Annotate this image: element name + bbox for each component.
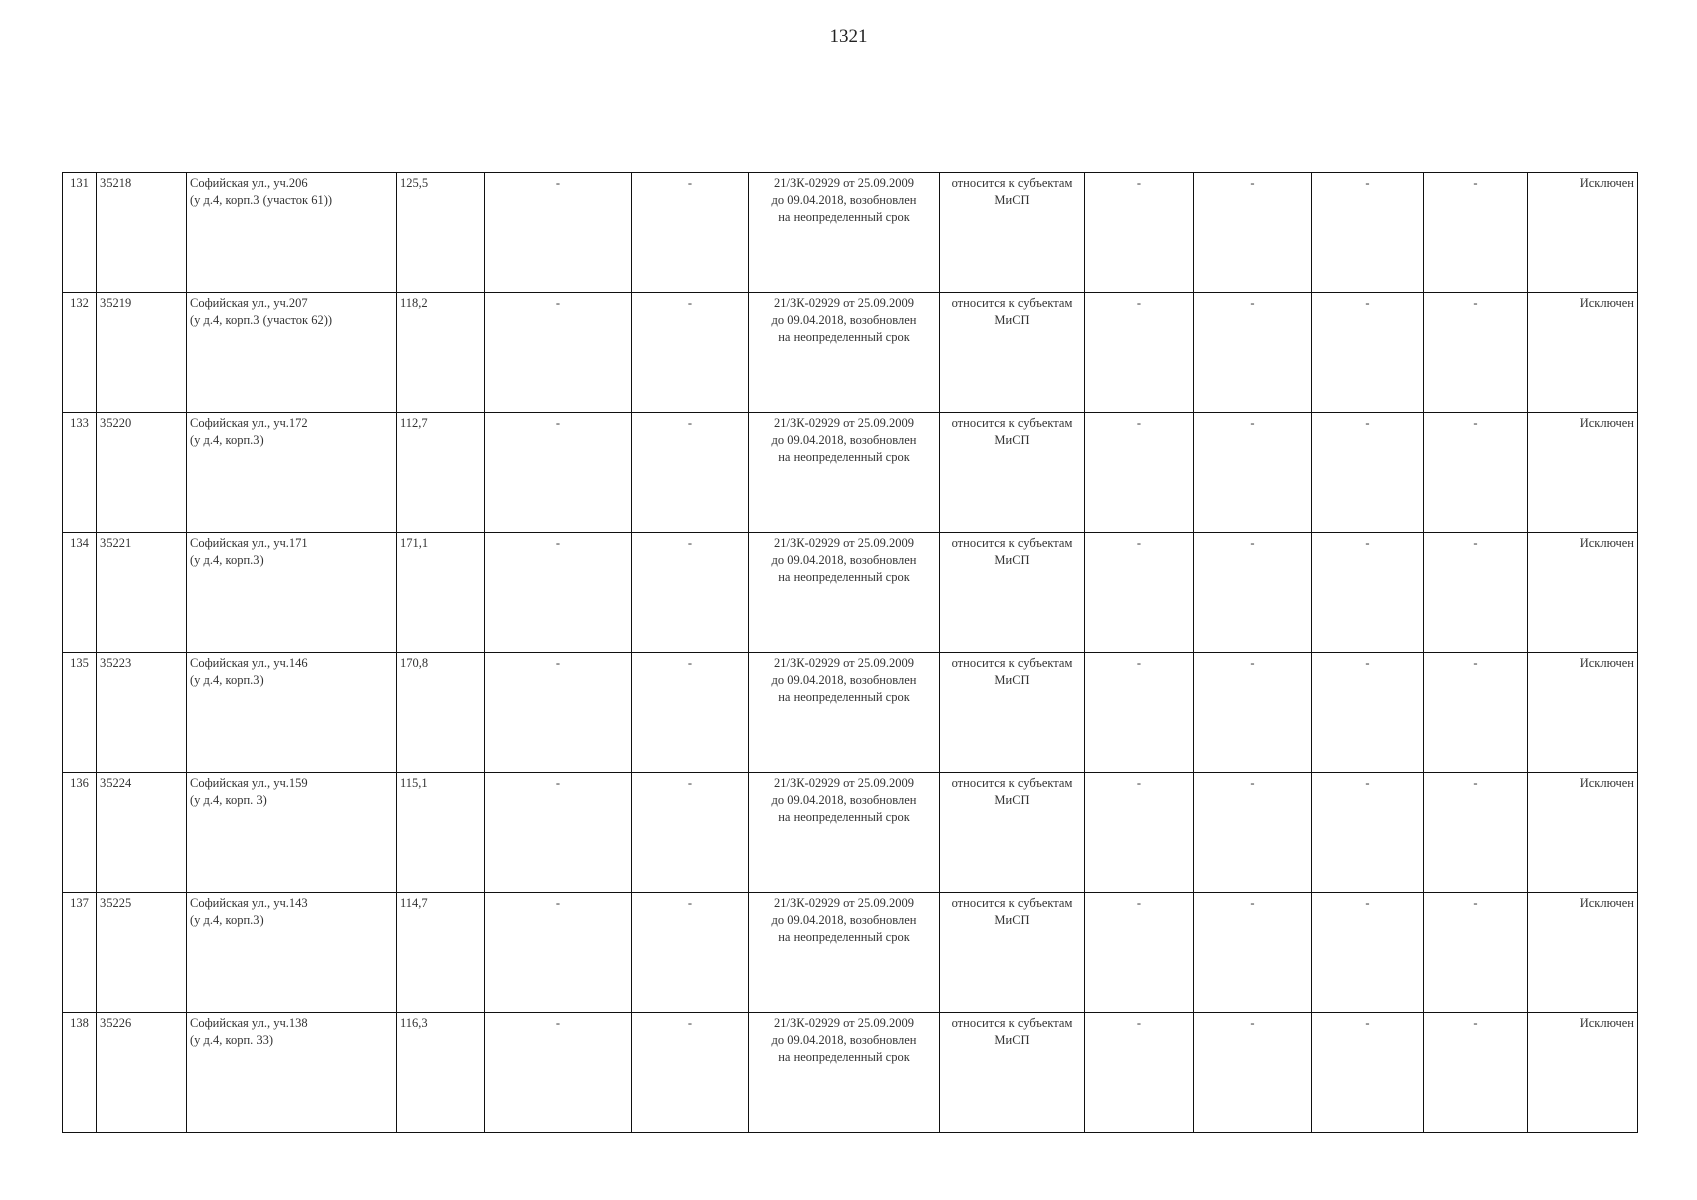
cell-text-c9: - [1136, 896, 1142, 910]
table-row [63, 653, 1638, 773]
cell-text-smsp-line2: МиСП [994, 193, 1030, 207]
cell-text-c10: - [1250, 896, 1255, 910]
cell-text-c9: - [1136, 656, 1142, 670]
cell-text-n: 133 [70, 416, 89, 430]
cell-text-address-line2: (у д.4, корп.3) [190, 913, 264, 927]
cell-text-smsp-line1: относится к субъектам [951, 296, 1073, 310]
cell-text-area: 115,1 [400, 776, 428, 790]
cell-text-contract-line2: до 09.04.2018, возобновлен [771, 553, 917, 567]
cell-text-c12: - [1473, 1016, 1478, 1030]
cell-text-c11: - [1365, 656, 1370, 670]
cell-text-c12: - [1473, 656, 1478, 670]
column-10-cell [1194, 773, 1312, 893]
cell-text-c5: - [555, 656, 561, 670]
cell-text-address-line1: Софийская ул., уч.159 [190, 776, 308, 790]
cell-text-code: 35225 [100, 896, 132, 910]
column-12-cell [1424, 173, 1528, 293]
column-10-cell [1194, 173, 1312, 293]
column-10-cell [1194, 653, 1312, 773]
address-cell [187, 1013, 397, 1133]
cell-text-contract-line1: 21/ЗК-02929 от 25.09.2009 [773, 536, 915, 550]
table-row [63, 413, 1638, 533]
cell-text-status: Исключен [1579, 536, 1634, 550]
cell-text-smsp-line2: МиСП [994, 913, 1030, 927]
column-6-cell [632, 293, 749, 413]
cell-text-status: Исключен [1579, 176, 1634, 190]
cell-text-c5: - [555, 296, 561, 310]
row-number-cell [63, 293, 97, 413]
smsp-cell [940, 293, 1085, 413]
column-5-cell [485, 173, 632, 293]
column-6-cell [632, 1013, 749, 1133]
cell-text-c5: - [555, 776, 561, 790]
cell-text-c12: - [1473, 776, 1478, 790]
cell-text-c6: - [687, 656, 693, 670]
area-cell [397, 773, 485, 893]
status-cell [1528, 293, 1638, 413]
smsp-cell [940, 533, 1085, 653]
row-number-cell [63, 413, 97, 533]
cell-text-contract-line2: до 09.04.2018, возобновлен [771, 313, 917, 327]
cell-text-smsp-line2: МиСП [994, 1033, 1030, 1047]
column-5-cell [485, 413, 632, 533]
status-cell [1528, 533, 1638, 653]
cell-text-area: 114,7 [400, 896, 428, 910]
cell-text-c12: - [1473, 296, 1478, 310]
row-number-cell [63, 173, 97, 293]
cell-text-contract-line3: на неопределенный срок [778, 450, 910, 464]
cell-text-c5: - [555, 176, 561, 190]
register-table [62, 172, 1638, 1133]
column-9-cell [1085, 413, 1194, 533]
column-11-cell [1312, 1013, 1424, 1133]
cell-text-n: 137 [70, 896, 89, 910]
cell-text-c6: - [687, 896, 693, 910]
status-cell [1528, 173, 1638, 293]
status-cell [1528, 1013, 1638, 1133]
column-10-cell [1194, 893, 1312, 1013]
status-cell [1528, 413, 1638, 533]
cell-text-address-line2: (у д.4, корп.3) [190, 673, 264, 687]
table-row [63, 293, 1638, 413]
cell-text-contract-line2: до 09.04.2018, возобновлен [771, 793, 917, 807]
cell-text-address-line1: Софийская ул., уч.172 [190, 416, 308, 430]
smsp-cell [940, 1013, 1085, 1133]
column-5-cell [485, 293, 632, 413]
table-row [63, 773, 1638, 893]
smsp-cell [940, 173, 1085, 293]
column-9-cell [1085, 173, 1194, 293]
column-6-cell [632, 893, 749, 1013]
contract-cell [749, 653, 940, 773]
object-code-cell [97, 533, 187, 653]
cell-text-code: 35220 [100, 416, 132, 430]
column-5-cell [485, 1013, 632, 1133]
column-9-cell [1085, 653, 1194, 773]
cell-text-smsp-line1: относится к субъектам [951, 656, 1073, 670]
column-12-cell [1424, 293, 1528, 413]
column-6-cell [632, 173, 749, 293]
cell-text-n: 135 [70, 656, 89, 670]
cell-text-c5: - [555, 896, 561, 910]
cell-text-c11: - [1365, 536, 1370, 550]
cell-text-c11: - [1365, 176, 1370, 190]
cell-text-smsp-line1: относится к субъектам [951, 176, 1073, 190]
cell-text-c5: - [555, 536, 561, 550]
cell-text-c10: - [1250, 656, 1255, 670]
column-6-cell [632, 653, 749, 773]
cell-text-c11: - [1365, 896, 1370, 910]
area-cell [397, 293, 485, 413]
column-12-cell [1424, 533, 1528, 653]
cell-text-smsp-line1: относится к субъектам [951, 536, 1073, 550]
cell-text-contract-line3: на неопределенный срок [778, 570, 910, 584]
cell-text-area: 112,7 [400, 416, 428, 430]
cell-text-contract-line1: 21/ЗК-02929 от 25.09.2009 [773, 176, 915, 190]
cell-text-n: 136 [70, 776, 89, 790]
contract-cell [749, 413, 940, 533]
contract-cell [749, 293, 940, 413]
cell-text-address-line2: (у д.4, корп. 33) [190, 1033, 274, 1047]
cell-text-contract-line3: на неопределенный срок [778, 210, 910, 224]
table-body [63, 173, 1638, 1133]
column-6-cell [632, 533, 749, 653]
cell-text-contract-line3: на неопределенный срок [778, 810, 910, 824]
cell-text-c6: - [687, 416, 693, 430]
cell-text-address-line1: Софийская ул., уч.143 [190, 896, 308, 910]
column-12-cell [1424, 773, 1528, 893]
contract-cell [749, 893, 940, 1013]
cell-text-smsp-line1: относится к субъектам [951, 776, 1073, 790]
status-cell [1528, 653, 1638, 773]
cell-text-smsp-line1: относится к субъектам [951, 1016, 1073, 1030]
object-code-cell [97, 773, 187, 893]
cell-text-contract-line1: 21/ЗК-02929 от 25.09.2009 [773, 416, 915, 430]
cell-text-contract-line3: на неопределенный срок [778, 330, 910, 344]
contract-cell [749, 533, 940, 653]
row-number-cell [63, 533, 97, 653]
cell-text-status: Исключен [1579, 296, 1634, 310]
cell-text-smsp-line2: МиСП [994, 313, 1030, 327]
cell-text-address-line1: Софийская ул., уч.206 [190, 176, 308, 190]
status-cell [1528, 773, 1638, 893]
address-cell [187, 173, 397, 293]
cell-text-c6: - [687, 536, 693, 550]
cell-text-code: 35224 [100, 776, 132, 790]
area-cell [397, 413, 485, 533]
smsp-cell [940, 653, 1085, 773]
object-code-cell [97, 413, 187, 533]
column-10-cell [1194, 1013, 1312, 1133]
cell-text-smsp-line2: МиСП [994, 553, 1030, 567]
cell-text-area: 170,8 [400, 656, 429, 670]
cell-text-area: 118,2 [400, 296, 428, 310]
column-11-cell [1312, 653, 1424, 773]
address-cell [187, 533, 397, 653]
address-cell [187, 773, 397, 893]
column-11-cell [1312, 773, 1424, 893]
cell-text-c9: - [1136, 416, 1142, 430]
cell-text-contract-line2: до 09.04.2018, возобновлен [771, 673, 917, 687]
row-number-cell [63, 653, 97, 773]
cell-text-c12: - [1473, 896, 1478, 910]
cell-text-c10: - [1250, 176, 1255, 190]
column-9-cell [1085, 893, 1194, 1013]
area-cell [397, 173, 485, 293]
cell-text-c6: - [687, 176, 693, 190]
column-5-cell [485, 653, 632, 773]
area-cell [397, 893, 485, 1013]
column-12-cell [1424, 893, 1528, 1013]
column-11-cell [1312, 413, 1424, 533]
column-5-cell [485, 773, 632, 893]
column-10-cell [1194, 533, 1312, 653]
column-12-cell [1424, 653, 1528, 773]
column-9-cell [1085, 1013, 1194, 1133]
cell-text-code: 35219 [100, 296, 132, 310]
cell-text-c9: - [1136, 1016, 1142, 1030]
cell-text-address-line2: (у д.4, корп.3 (участок 62)) [190, 313, 333, 327]
cell-text-c10: - [1250, 416, 1255, 430]
object-code-cell [97, 293, 187, 413]
cell-text-c12: - [1473, 176, 1478, 190]
contract-cell [749, 1013, 940, 1133]
cell-text-status: Исключен [1579, 896, 1634, 910]
column-10-cell [1194, 413, 1312, 533]
column-11-cell [1312, 173, 1424, 293]
cell-text-smsp-line2: МиСП [994, 433, 1030, 447]
cell-text-contract-line1: 21/ЗК-02929 от 25.09.2009 [773, 296, 915, 310]
cell-text-contract-line2: до 09.04.2018, возобновлен [771, 1033, 917, 1047]
cell-text-contract-line3: на неопределенный срок [778, 930, 910, 944]
cell-text-c12: - [1473, 536, 1478, 550]
object-code-cell [97, 173, 187, 293]
cell-text-code: 35223 [100, 656, 132, 670]
cell-text-address-line2: (у д.4, корп.3) [190, 553, 264, 567]
cell-text-c11: - [1365, 776, 1370, 790]
cell-text-c5: - [555, 1016, 561, 1030]
column-6-cell [632, 413, 749, 533]
cell-text-address-line2: (у д.4, корп.3) [190, 433, 264, 447]
cell-text-c6: - [687, 296, 693, 310]
column-9-cell [1085, 773, 1194, 893]
cell-text-n: 138 [70, 1016, 89, 1030]
cell-text-c9: - [1136, 296, 1142, 310]
object-code-cell [97, 893, 187, 1013]
cell-text-contract-line3: на неопределенный срок [778, 1050, 910, 1064]
cell-text-smsp-line2: МиСП [994, 793, 1030, 807]
cell-text-address-line1: Софийская ул., уч.146 [190, 656, 308, 670]
cell-text-c5: - [555, 416, 561, 430]
column-5-cell [485, 893, 632, 1013]
cell-text-c12: - [1473, 416, 1478, 430]
object-code-cell [97, 653, 187, 773]
column-9-cell [1085, 293, 1194, 413]
cell-text-address-line1: Софийская ул., уч.138 [190, 1016, 308, 1030]
column-6-cell [632, 773, 749, 893]
smsp-cell [940, 773, 1085, 893]
cell-text-n: 134 [70, 536, 89, 550]
cell-text-c6: - [687, 776, 693, 790]
table-row [63, 893, 1638, 1013]
cell-text-smsp-line2: МиСП [994, 673, 1030, 687]
cell-text-contract-line1: 21/ЗК-02929 от 25.09.2009 [773, 776, 915, 790]
cell-text-n: 132 [70, 296, 89, 310]
row-number-cell [63, 773, 97, 893]
cell-text-status: Исключен [1579, 656, 1634, 670]
cell-text-contract-line1: 21/ЗК-02929 от 25.09.2009 [773, 1016, 915, 1030]
cell-text-area: 171,1 [400, 536, 429, 550]
table-row [63, 533, 1638, 653]
cell-text-contract-line2: до 09.04.2018, возобновлен [771, 433, 917, 447]
cell-text-code: 35218 [100, 176, 132, 190]
column-12-cell [1424, 413, 1528, 533]
cell-text-status: Исключен [1579, 416, 1634, 430]
cell-text-c10: - [1250, 776, 1255, 790]
cell-text-contract-line1: 21/ЗК-02929 от 25.09.2009 [773, 656, 915, 670]
contract-cell [749, 173, 940, 293]
cell-text-contract-line2: до 09.04.2018, возобновлен [771, 913, 917, 927]
cell-text-address-line1: Софийская ул., уч.171 [190, 536, 308, 550]
area-cell [397, 1013, 485, 1133]
column-12-cell [1424, 1013, 1528, 1133]
cell-text-status: Исключен [1579, 776, 1634, 790]
address-cell [187, 293, 397, 413]
cell-text-c11: - [1365, 296, 1370, 310]
cell-text-c10: - [1250, 296, 1255, 310]
cell-text-c11: - [1365, 416, 1370, 430]
cell-text-code: 35226 [100, 1016, 132, 1030]
cell-text-n: 131 [70, 176, 89, 190]
cell-text-contract-line1: 21/ЗК-02929 от 25.09.2009 [773, 896, 915, 910]
row-number-cell [63, 893, 97, 1013]
address-cell [187, 893, 397, 1013]
cell-text-smsp-line1: относится к субъектам [951, 416, 1073, 430]
cell-text-area: 116,3 [400, 1016, 428, 1030]
table-row [63, 173, 1638, 293]
cell-text-status: Исключен [1579, 1016, 1634, 1030]
cell-text-c9: - [1136, 536, 1142, 550]
cell-text-contract-line2: до 09.04.2018, возобновлен [771, 193, 917, 207]
address-cell [187, 653, 397, 773]
object-code-cell [97, 1013, 187, 1133]
address-cell [187, 413, 397, 533]
area-cell [397, 653, 485, 773]
column-10-cell [1194, 293, 1312, 413]
column-11-cell [1312, 893, 1424, 1013]
row-number-cell [63, 1013, 97, 1133]
column-5-cell [485, 533, 632, 653]
contract-cell [749, 773, 940, 893]
cell-text-smsp-line1: относится к субъектам [951, 896, 1073, 910]
table-row [63, 1013, 1638, 1133]
page-number: 1321 [829, 26, 868, 47]
cell-text-c9: - [1136, 176, 1142, 190]
cell-text-area: 125,5 [400, 176, 429, 190]
cell-text-code: 35221 [100, 536, 132, 550]
column-9-cell [1085, 533, 1194, 653]
smsp-cell [940, 413, 1085, 533]
area-cell [397, 533, 485, 653]
cell-text-contract-line3: на неопределенный срок [778, 690, 910, 704]
cell-text-c10: - [1250, 536, 1255, 550]
column-11-cell [1312, 533, 1424, 653]
cell-text-c9: - [1136, 776, 1142, 790]
cell-text-address-line1: Софийская ул., уч.207 [190, 296, 308, 310]
smsp-cell [940, 893, 1085, 1013]
cell-text-c10: - [1250, 1016, 1255, 1030]
cell-text-address-line2: (у д.4, корп.3 (участок 61)) [190, 193, 333, 207]
column-11-cell [1312, 293, 1424, 413]
cell-text-c6: - [687, 1016, 693, 1030]
cell-text-c11: - [1365, 1016, 1370, 1030]
status-cell [1528, 893, 1638, 1013]
cell-text-address-line2: (у д.4, корп. 3) [190, 793, 267, 807]
